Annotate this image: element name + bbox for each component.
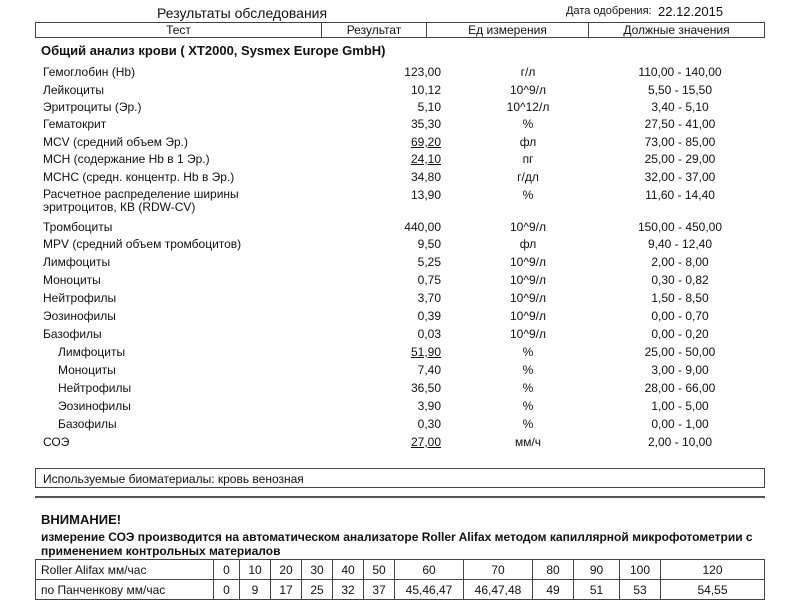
cell: 80 bbox=[533, 560, 574, 580]
reference-range: 11,60 - 14,40 bbox=[645, 188, 715, 202]
reference-range: 0,00 - 1,00 bbox=[651, 417, 709, 431]
cell: 120 bbox=[661, 560, 765, 580]
reference-range: 32,00 - 37,00 bbox=[644, 170, 716, 184]
comparison-row-panchenkov bbox=[36, 580, 765, 600]
test-name: Гематокрит bbox=[43, 117, 107, 131]
results-column-header bbox=[35, 22, 765, 38]
unit: 10^9/л bbox=[510, 273, 546, 287]
cell: 40 bbox=[333, 560, 364, 580]
attention-heading: ВНИМАНИЕ! bbox=[41, 512, 122, 527]
unit: фл bbox=[519, 135, 537, 149]
result-value: 0,03 bbox=[417, 327, 441, 341]
reference-range: 27,50 - 41,00 bbox=[644, 117, 716, 131]
test-name: Моноциты bbox=[58, 363, 116, 377]
test-name: Лимфоциты bbox=[58, 345, 126, 359]
row-label: Roller Alifax мм/час bbox=[36, 560, 214, 580]
section-divider bbox=[35, 496, 765, 498]
cell: 0 bbox=[214, 580, 240, 600]
cell: 37 bbox=[364, 580, 395, 600]
unit: % bbox=[522, 363, 534, 377]
result-value: 13,90 bbox=[410, 188, 441, 202]
reference-range: 110,00 - 140,00 bbox=[638, 65, 722, 79]
reference-range: 0,00 - 0,20 bbox=[651, 327, 709, 341]
unit: % bbox=[522, 188, 534, 202]
result-value: 34,80 bbox=[410, 170, 441, 184]
result-value: 36,50 bbox=[410, 381, 441, 395]
attention-note: измерение СОЭ производится на автоматическом анализаторе Roller Alifax методом капиллярной микрофотометрии с применением контрольных материалов bbox=[41, 530, 753, 558]
cell: 70 bbox=[464, 560, 533, 580]
test-name bbox=[43, 188, 239, 214]
approval-date-label: Дата одобрения: bbox=[566, 5, 652, 17]
unit: 10^9/л bbox=[510, 83, 546, 97]
test-name: Нейтрофилы bbox=[43, 291, 117, 305]
unit: 10^9/л bbox=[510, 255, 546, 269]
cell: 46,47,48 bbox=[464, 580, 533, 600]
unit: г/л bbox=[520, 65, 536, 79]
test-name: Лейкоциты bbox=[43, 83, 105, 97]
cell: 45,46,47 bbox=[395, 580, 464, 600]
unit: % bbox=[522, 117, 534, 131]
result-value: 7,40 bbox=[417, 363, 441, 377]
biomaterial-box: Используемые биоматериалы: кровь венозная bbox=[35, 468, 765, 488]
reference-range: 25,00 - 50,00 bbox=[644, 345, 716, 359]
unit: % bbox=[522, 417, 534, 431]
column-test: Тест bbox=[36, 23, 322, 38]
unit: пг bbox=[522, 152, 534, 166]
cell: 10 bbox=[240, 560, 271, 580]
result-value: 0,30 bbox=[417, 417, 441, 431]
unit: мм/ч bbox=[514, 435, 542, 449]
cell: 30 bbox=[302, 560, 333, 580]
result-value: 0,75 bbox=[417, 273, 441, 287]
result-value: 440,00 bbox=[404, 220, 441, 234]
test-name: Нейтрофилы bbox=[58, 381, 132, 395]
cell: 9 bbox=[240, 580, 271, 600]
test-name-line1: Расчетное распределение ширины bbox=[43, 187, 239, 201]
test-name: Базофилы bbox=[58, 417, 117, 431]
test-name-line2: эритроцитов, КВ (RDW-CV) bbox=[43, 200, 196, 214]
column-result: Результат bbox=[322, 23, 427, 38]
unit: % bbox=[522, 399, 534, 413]
reference-range: 9,40 - 12,40 bbox=[647, 237, 713, 251]
unit: % bbox=[522, 345, 534, 359]
unit: 10^9/л bbox=[510, 327, 546, 341]
result-value: 10,12 bbox=[410, 83, 441, 97]
result-value: 35,30 bbox=[410, 117, 441, 131]
result-value: 51,90 bbox=[410, 345, 441, 359]
unit: г/дл bbox=[517, 170, 539, 184]
cell: 20 bbox=[271, 560, 302, 580]
test-name: MCH (содержание Hb в 1 Эр.) bbox=[43, 152, 210, 166]
test-name: MCV (средний объем Эр.) bbox=[43, 135, 188, 149]
test-name: Тромбоциты bbox=[43, 220, 113, 234]
cell: 54,55 bbox=[661, 580, 765, 600]
unit: % bbox=[522, 381, 534, 395]
test-name: Эозинофилы bbox=[43, 309, 116, 323]
unit: фл bbox=[519, 237, 537, 251]
reference-range: 5,50 - 15,50 bbox=[647, 83, 713, 97]
result-value: 0,39 bbox=[417, 309, 441, 323]
test-name: Моноциты bbox=[43, 273, 101, 287]
unit: 10^9/л bbox=[510, 309, 546, 323]
section-title: Общий анализ крови ( XT2000, Sysmex Europe GmbH) bbox=[41, 43, 386, 58]
result-value: 3,70 bbox=[417, 291, 441, 305]
cell: 49 bbox=[533, 580, 574, 600]
row-label: по Панченкову мм/час bbox=[36, 580, 214, 600]
unit: 10^9/л bbox=[510, 291, 546, 305]
test-name: MPV (средний объем тромбоцитов) bbox=[43, 237, 242, 251]
cell: 100 bbox=[620, 560, 661, 580]
test-name: Базофилы bbox=[43, 327, 102, 341]
cell: 60 bbox=[395, 560, 464, 580]
column-reference: Должные значения bbox=[589, 23, 765, 38]
column-unit: Ед измерения bbox=[427, 23, 589, 38]
result-value: 69,20 bbox=[410, 135, 441, 149]
result-value: 5,10 bbox=[417, 100, 441, 114]
result-value: 27,00 bbox=[410, 435, 441, 449]
reference-range: 0,30 - 0,82 bbox=[651, 273, 709, 287]
result-value: 3,90 bbox=[417, 399, 441, 413]
result-value: 5,25 bbox=[417, 255, 441, 269]
cell: 32 bbox=[333, 580, 364, 600]
cell: 50 bbox=[364, 560, 395, 580]
reference-range: 3,40 - 5,10 bbox=[651, 100, 709, 114]
result-value: 24,10 bbox=[410, 152, 441, 166]
result-value: 9,50 bbox=[417, 237, 441, 251]
result-value: 123,00 bbox=[404, 65, 441, 79]
reference-range: 1,50 - 8,50 bbox=[651, 291, 709, 305]
cell: 90 bbox=[574, 560, 620, 580]
comparison-row-alifax bbox=[36, 560, 765, 580]
reference-range: 25,00 - 29,00 bbox=[644, 152, 716, 166]
report-title: Результаты обследования bbox=[157, 5, 328, 21]
test-name: Лимфоциты bbox=[43, 255, 111, 269]
test-name: Гемоглобин (Hb) bbox=[43, 65, 136, 79]
reference-range: 1,00 - 5,00 bbox=[651, 399, 709, 413]
test-name: СОЭ bbox=[43, 435, 70, 449]
test-name: Эозинофилы bbox=[58, 399, 131, 413]
cell: 17 bbox=[271, 580, 302, 600]
reference-range: 0,00 - 0,70 bbox=[651, 309, 709, 323]
test-name: MCHC (средн. концентр. Hb в Эр.) bbox=[43, 170, 235, 184]
reference-range: 3,00 - 9,00 bbox=[651, 363, 709, 377]
cell: 0 bbox=[214, 560, 240, 580]
cell: 53 bbox=[620, 580, 661, 600]
unit: 10^9/л bbox=[510, 220, 546, 234]
cell: 25 bbox=[302, 580, 333, 600]
unit: 10^12/л bbox=[506, 100, 550, 114]
cell: 51 bbox=[574, 580, 620, 600]
reference-range: 73,00 - 85,00 bbox=[644, 135, 716, 149]
reference-range: 2,00 - 10,00 bbox=[647, 435, 713, 449]
reference-range: 150,00 - 450,00 bbox=[637, 220, 723, 234]
test-name: Эритроциты (Эр.) bbox=[43, 100, 142, 114]
esr-comparison-table bbox=[35, 559, 765, 600]
approval-date-value: 22.12.2015 bbox=[658, 4, 724, 19]
reference-range: 28,00 - 66,00 bbox=[644, 381, 716, 395]
reference-range: 2,00 - 8,00 bbox=[651, 255, 709, 269]
